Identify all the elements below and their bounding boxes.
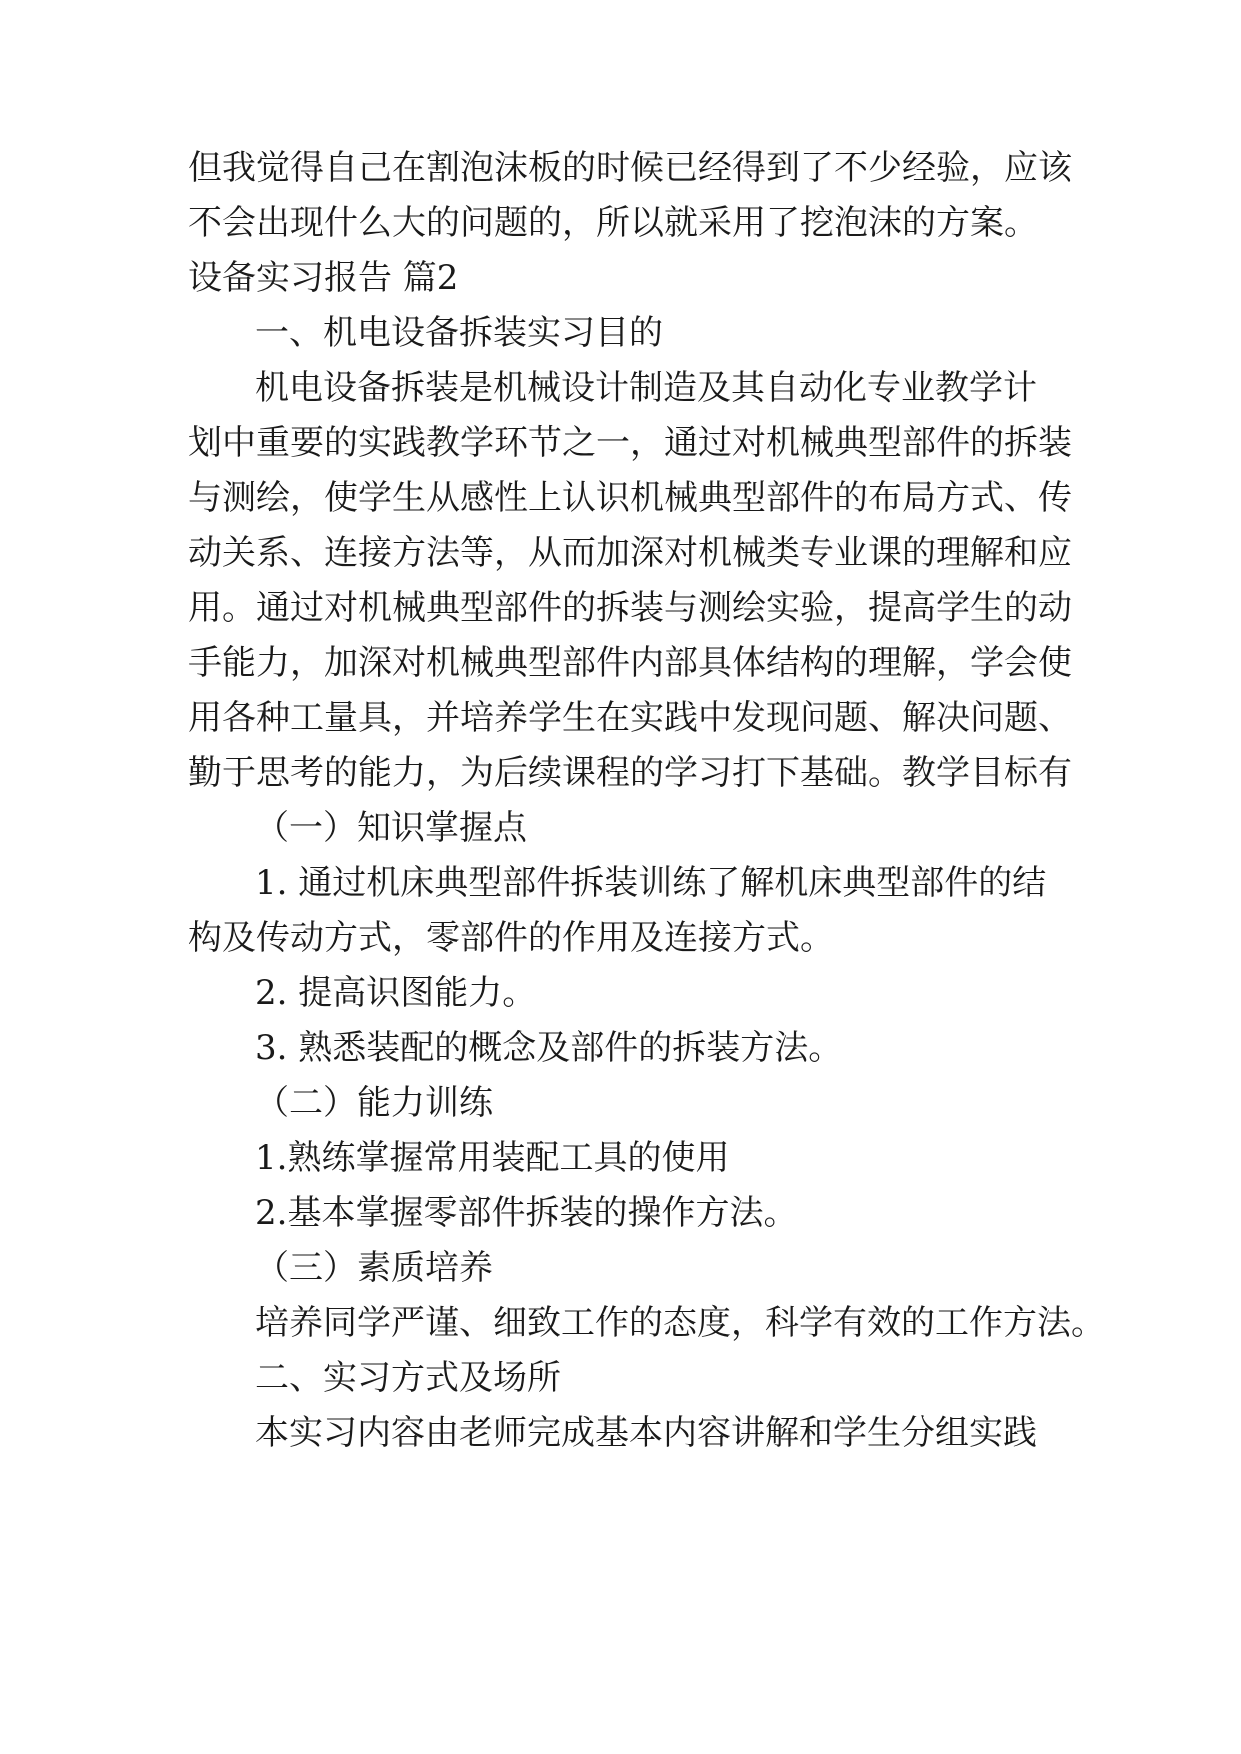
list-item: 2.基本掌握零部件拆装的操作方法。 (255, 1193, 798, 1233)
list-item: 2. 提高识图能力。 (255, 973, 537, 1013)
list-item: 3. 熟悉装配的概念及部件的拆装方法。 (255, 1028, 843, 1068)
paragraph-line: 与测绘，使学生从感性上认识机械典型部件的布局方式、传 (188, 478, 1072, 518)
paragraph-line: 手能力，加深对机械典型部件内部具体结构的理解，学会使 (188, 643, 1072, 683)
subheading: （二）能力训练 (255, 1083, 493, 1123)
subheading: （一）知识掌握点 (255, 808, 527, 848)
paragraph-line: 但我觉得自己在割泡沫板的时候已经得到了不少经验，应该 (188, 148, 1072, 188)
paragraph-line: 用。通过对机械典型部件的拆装与测绘实验，提高学生的动 (188, 588, 1072, 628)
list-item: 1.熟练掌握常用装配工具的使用 (255, 1138, 730, 1178)
subheading: （三）素质培养 (255, 1248, 493, 1288)
paragraph-line: 勤于思考的能力，为后续课程的学习打下基础。教学目标有 (188, 753, 1072, 793)
section-heading: 设备实习报告 篇2 (188, 258, 459, 298)
list-item: 1. 通过机床典型部件拆装训练了解机床典型部件的结 (255, 863, 1047, 903)
paragraph-line: 本实习内容由老师完成基本内容讲解和学生分组实践 (255, 1413, 1037, 1453)
paragraph-line: 划中重要的实践教学环节之一，通过对机械典型部件的拆装 (188, 423, 1072, 463)
paragraph-line: 动关系、连接方法等，从而加深对机械类专业课的理解和应 (188, 533, 1072, 573)
heading-level-1: 一、机电设备拆装实习目的 (255, 313, 663, 353)
paragraph-line: 机电设备拆装是机械设计制造及其自动化专业教学计 (255, 368, 1037, 408)
paragraph-line: 不会出现什么大的问题的，所以就采用了挖泡沫的方案。 (188, 203, 1038, 243)
paragraph-line: 培养同学严谨、细致工作的态度，科学有效的工作方法。 (255, 1303, 1105, 1343)
paragraph-line: 用各种工量具，并培养学生在实践中发现问题、解决问题、 (188, 698, 1072, 738)
list-item-continuation: 构及传动方式，零部件的作用及连接方式。 (188, 918, 834, 958)
heading-level-1: 二、实习方式及场所 (255, 1358, 561, 1398)
